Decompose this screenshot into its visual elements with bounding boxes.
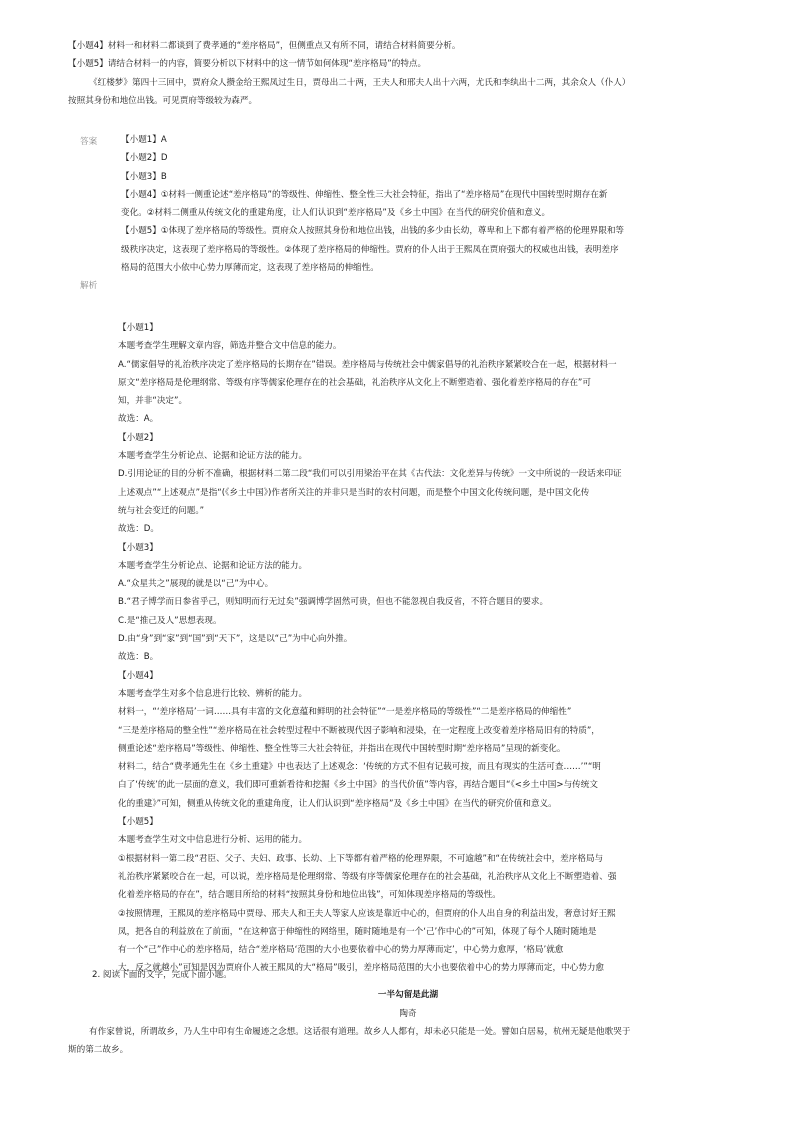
question-5: 【小题5】请结合材料一的内容，简要分析以下材料中的这一情节如何体现“差序格局”的特点。 bbox=[68, 59, 427, 70]
explanation-line: 本题考查学生分析论点、论据和论证方法的能力。 bbox=[118, 451, 308, 462]
answer-label: 答案 bbox=[80, 137, 98, 147]
passage-author: 陶奇 bbox=[399, 1008, 417, 1019]
question-4: 【小题4】材料一和材料二都谈到了费孝通的“差序格局”，但侧重点又有所不同，请结合材料简要分析。 bbox=[68, 41, 461, 51]
answer-line: 级秩序决定，这表现了差序格局的等级性。②体现了差序格局的伸缩性。贾府的仆人出于王熙凤在贾府强大的权威也出钱，表明差序 bbox=[121, 244, 619, 255]
question-2-intro: 2. 阅读下面的文字，完成下面小题。 bbox=[92, 970, 232, 980]
explanation-line: C.是“推己及人”思想表现。 bbox=[118, 615, 222, 626]
answer-line: 【小题5】①体现了差序格局的等级性。贾府众人按照其身份和地位出钱，出钱的多少由长幼，尊卑和上下都有着严格的伦理界限和等 bbox=[121, 226, 625, 237]
explanation-line: 本题考查学生对多个信息进行比较、辨析的能力。 bbox=[118, 688, 308, 699]
explanation-line: 化着差序格局的存在”，结合题目所给的材料“按照其身份和地位出钱”，可知体现差序格局的等级性。 bbox=[118, 890, 501, 901]
answer-line: 【小题3】B bbox=[121, 171, 167, 182]
explanation-line: ②按照情理，王熙凤的差序格局中贾母、邢夫人和王夫人等家人应该是靠近中心的，但贾府的仆人出自身的利益出发，奢意讨好王熙 bbox=[118, 908, 616, 919]
explanation-line: A.“儒家倡导的礼治秩序决定了差序格局的长期存在”错误。差序格局与传统社会中儒家倡导的礼治秩序紧紧咬合在一起，根据材料一 bbox=[118, 359, 617, 370]
question-block-top bbox=[68, 37, 748, 110]
answer-line: 【小题2】D bbox=[121, 153, 168, 164]
answer-line: 【小题4】①材料一侧重论述“差序格局”的等级性、伸缩性、整全性三大社会特征，指出了“差序格局”在现代中国转型时期存在新 bbox=[121, 189, 608, 200]
explanation-line: 有一个“己”作中心的差序格局，结合“差序格局‘范围的大小也要依着中心的势力厚薄而定’，中心势力愈厚，‘格局’就愈 bbox=[118, 945, 564, 956]
explanation-line: 【小题1】 bbox=[118, 323, 158, 333]
explanation-line: 材料二，结合“费孝通先生在《乡土重建》中也表达了上述观念：‘传统的方式不但有记载可按，而且有现实的生活可查……’”“明 bbox=[118, 762, 601, 773]
explanation-line: 【小题4】 bbox=[118, 670, 158, 681]
explanation-line: 上述观点”“上述观点”是指“(《乡土中国》)作者所关注的并非只是当时的农村问题，而是整个中国文化传统问题，是中国文化传 bbox=[118, 487, 590, 498]
explanation-line: 故选：B。 bbox=[118, 652, 159, 663]
explanation-line: ①根据材料一第二段“君臣、父子、夫妇、政事、长幼、上下等都有着严格的伦理界限，不可逾越”和“在传统社会中，差序格局与 bbox=[118, 853, 604, 864]
explanation-line: 【小题3】 bbox=[118, 542, 158, 553]
explanation-block bbox=[118, 319, 728, 978]
explanation-line: D.引用论证的目的分析不准确，根据材料二第二段“我们可以引用梁治平在其《古代法：文化差异与传统》一文中所说的一段话来印证 bbox=[118, 469, 622, 480]
explanation-line: 【小题5】 bbox=[118, 817, 158, 828]
passage-title: 一半勾留是此湖 bbox=[377, 990, 439, 1001]
explanation-line: A.“众星共之”展现的就是以“己”为中心。 bbox=[118, 579, 274, 590]
explanation-line: 故选：A。 bbox=[118, 414, 159, 425]
explanation-line: 本题考查学生对文中信息进行分析、运用的能力。 bbox=[118, 835, 308, 846]
explanation-line: 侧重论述“差序格局”等级性、伸缩性、整全性等三大社会特征，并指出在现代中国转型时期“差序格局”呈现的新变化。 bbox=[118, 743, 566, 754]
explanation-line: 知，并非“决定”。 bbox=[118, 396, 188, 407]
analysis-label: 解析 bbox=[80, 281, 98, 291]
explanation-line: 大，反之就越小”可知是因为贾府仆人被王熙凤的大“格局”吸引，差序格局范围的大小也要依着中心的势力厚薄而定，中心势力愈 bbox=[118, 963, 605, 974]
explanation-line: 礼治秩序紧紧咬合在一起，可以说，差序格局是伦理纲常、等级有序等儒家伦理存在的社会基础，礼治秩序从文化上不断塑造着、强 bbox=[118, 871, 617, 882]
question-2-block bbox=[68, 966, 748, 1059]
question-5-material-line: 《红楼梦》第四十三回中，贾府众人攒金给王熙凤过生日，贾母出二十两，王夫人和邢夫人出十六两，尤氏和李纨出十二两，其余众人（仆人） bbox=[89, 77, 631, 88]
explanation-line: 本题考查学生分析论点、论据和论证方法的能力。 bbox=[118, 560, 308, 571]
explanation-line: “三是差序格局的整全性”“差序格局在社会转型过程中不断被现代因子影响和浸染，在一定程度上改变着差序格局旧有的特质”， bbox=[118, 725, 600, 736]
explanation-line: 白了‘传统’的此一层面的意义，我们即可重新看待和挖掘《乡土中国》的当代价值”等内容，再结合题目“《<乡土中国>与传统文 bbox=[118, 780, 598, 791]
answer-line: 变化。②材料二侧重从传统文化的重建角度，让人们认识到“差序格局”及《乡土中国》在当代的研究价值和意义。 bbox=[121, 208, 551, 219]
passage-paragraph: 斯的第二故乡。 bbox=[68, 1045, 129, 1056]
explanation-line: B.“君子博学而日参省乎己，则知明而行无过矣”强调博学固然可贵，但也不能忽视自我反省，不符合题目的要求。 bbox=[118, 597, 549, 608]
explanation-line: 化的重建》”可知，侧重从传统文化的重建角度，让人们认识到“差序格局”及《乡土中国》在当代的研究价值和意义。 bbox=[118, 798, 557, 809]
explanation-line: 材料一，“‘差序格局’一词……具有丰富的文化意蕴和鲜明的社会特征”“一是差序格局的等级性”“二是差序格局的伸缩性” bbox=[118, 707, 572, 718]
question-5-material-line: 按照其身份和地位出钱。可见贾府等级较为森严。 bbox=[68, 95, 258, 106]
answer-line: 格局的范围大小依中心势力厚薄而定，这表现了差序格局的伸缩性。 bbox=[121, 263, 379, 274]
explanation-line: 原文“差序格局是伦理纲常、等级有序等儒家伦理存在的社会基础，礼治秩序从文化上不断塑造着、强化着差序格局的存在”可 bbox=[118, 377, 591, 388]
passage-paragraph: 有作家曾说，所谓故乡，乃人生中印有生命履迹之念想。这话很有道理。故乡人人都有，却未必只能是一处。譬如白居易，杭州无疑是他歌哭于 bbox=[89, 1026, 631, 1037]
explanation-line: 凤，把各自的利益放在了前面，“在这种富于伸缩性的网络里，随时随地是有一个‘己’作中心的”可知，体现了每个人随时随地是 bbox=[118, 926, 597, 937]
answer-block bbox=[121, 131, 721, 277]
explanation-line: 【小题2】 bbox=[118, 432, 158, 443]
answer-line: 【小题1】A bbox=[121, 135, 167, 145]
explanation-line: 故选：D。 bbox=[118, 524, 159, 535]
explanation-line: D.由“身”到“家”到“国”到“天下”，这是以“己”为中心向外推。 bbox=[118, 634, 353, 645]
explanation-line: 本题考查学生理解文章内容，筛选并整合文中信息的能力。 bbox=[118, 341, 342, 352]
explanation-line: 统与社会变迁的问题。” bbox=[118, 505, 205, 516]
